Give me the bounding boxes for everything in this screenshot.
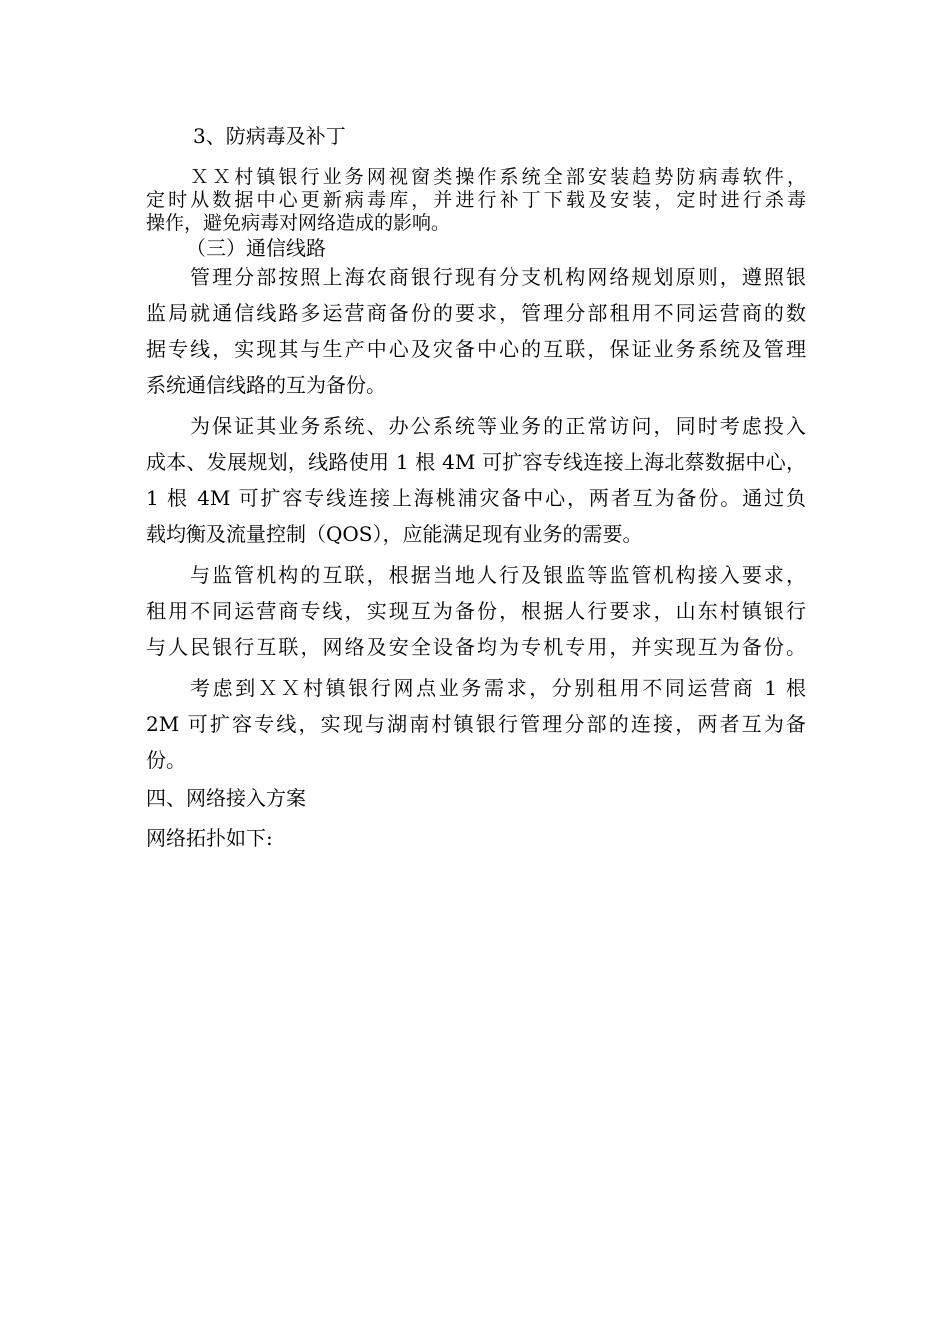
topology-intro: 网络拓扑如下: [146,826,273,850]
para2-line-2: 成本、发展规划，线路使用 1 根 4M 可扩容专线连接上海北蔡数据中心， [146,450,806,474]
para1-line-3: 据专线，实现其与生产中心及灾备中心的互联，保证业务系统及管理 [146,337,806,361]
para2-line-3: 1 根 4M 可扩容专线连接上海桃浦灾备中心，两者互为备份。通过负 [146,486,806,510]
para2-line-1: 为保证其业务系统、办公系统等业务的正常访问，同时考虑投入 [190,414,806,438]
antivirus-line-3: 操作，避免病毒对网络造成的影响。 [146,212,451,234]
para4-line-3: 份。 [146,748,186,772]
section-heading-lines: （三）通信线路 [186,236,326,260]
para3-line-1: 与监管机构的互联，根据当地人行及银监等监管机构接入要求， [190,563,806,587]
para3-line-3: 与人民银行互联，网络及安全设备均为专机专用，并实现互为备份。 [146,635,806,659]
para2-line-4: 载均衡及流量控制（QOS），应能满足现有业务的需要。 [146,522,643,546]
para1-line-4: 系统通信线路的互为备份。 [146,373,386,397]
para3-line-2: 租用不同运营商专线，实现互为备份，根据人行要求，山东村镇银行 [146,599,806,623]
antivirus-line-2: 定时从数据中心更新病毒库，并进行补丁下载及安装，定时进行杀毒 [146,189,806,211]
para4-line-2: 2M 可扩容专线，实现与湖南村镇银行管理分部的连接，两者互为备 [146,712,806,736]
para4-line-1: 考虑到ＸＸ村镇银行网点业务需求，分别租用不同运营商 1 根 [190,676,806,700]
section-heading-network-access: 四、网络接入方案 [146,786,306,810]
para1-line-1: 管理分部按照上海农商银行现有分支机构网络规划原则，遵照银 [190,265,806,289]
section-heading-antivirus: 3、防病毒及补丁 [193,124,346,148]
antivirus-line-1: ＸＸ村镇银行业务网视窗类操作系统全部安装趋势防病毒软件， [190,166,806,188]
para1-line-2: 监局就通信线路多运营商备份的要求，管理分部租用不同运营商的数 [146,301,806,325]
